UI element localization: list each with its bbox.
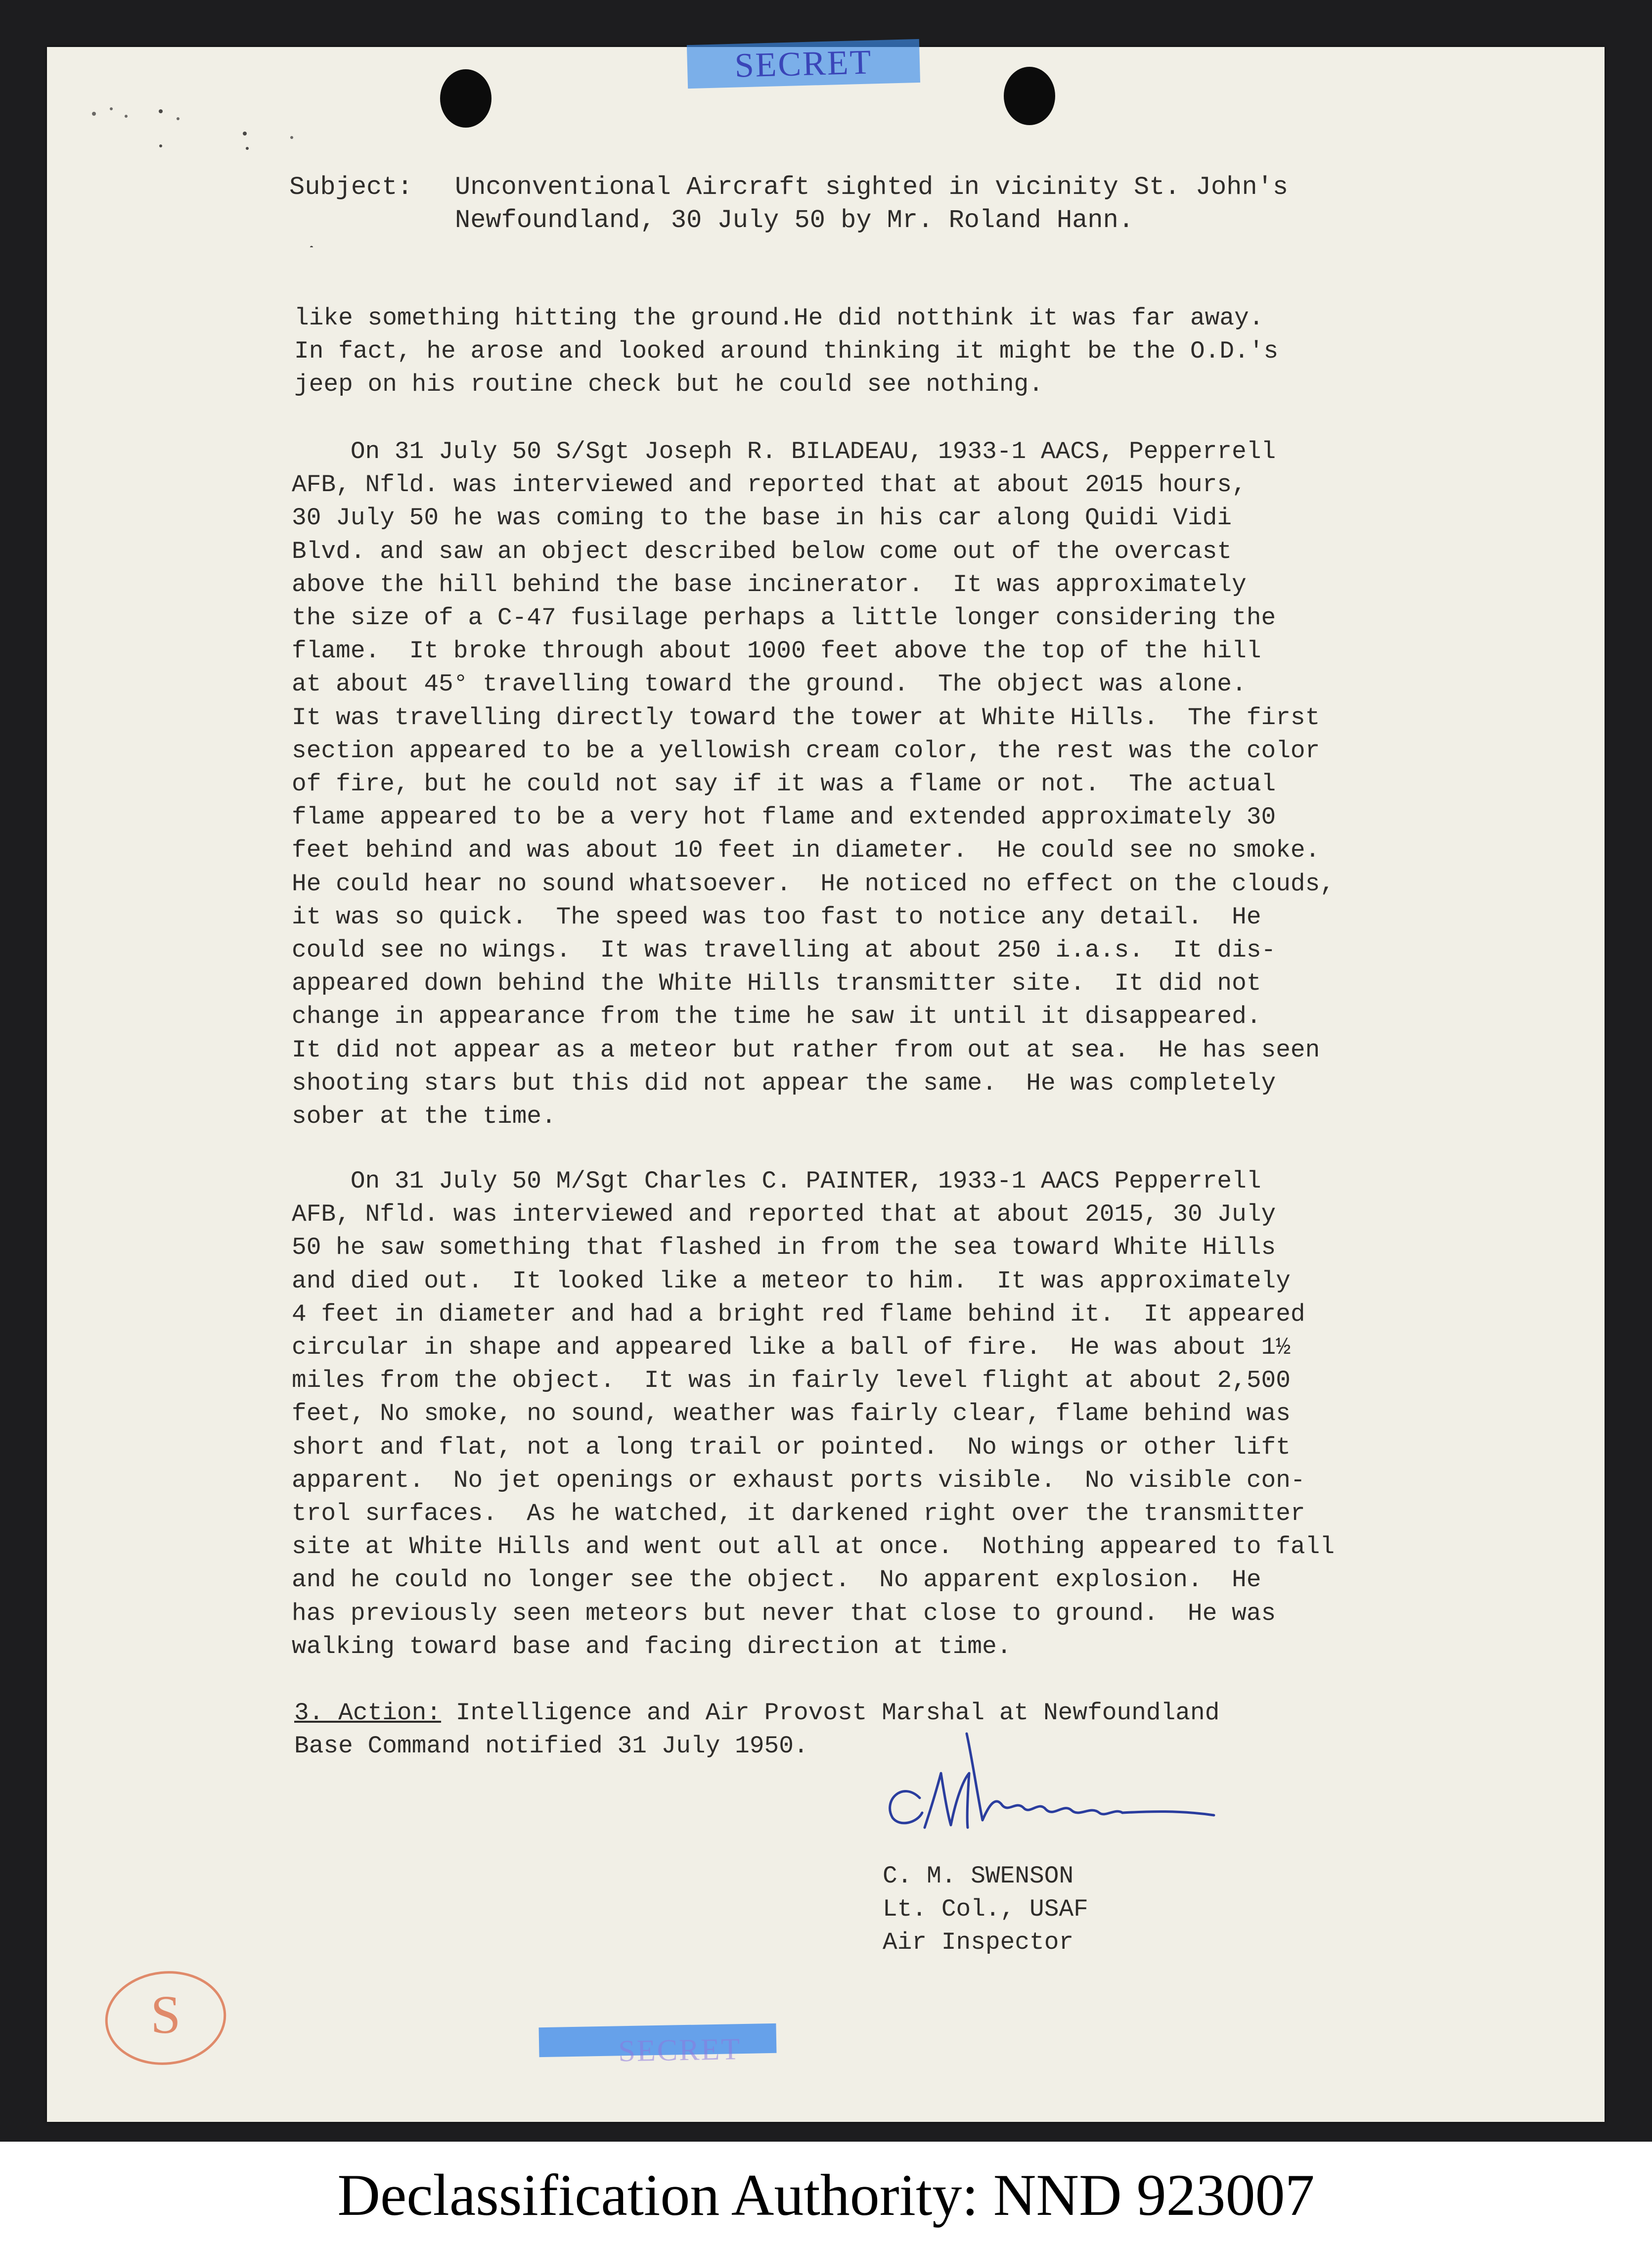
secret-stamp-bottom-text: SECRET (618, 2032, 742, 2068)
handwritten-signature (873, 1726, 1258, 1860)
signer-rank: Lt. Col., USAF (883, 1895, 1088, 1923)
pencil-circle-s-mark (96, 1964, 235, 2072)
paragraph-painter-report: On 31 July 50 M/Sgt Charles C. PAINTER, 1933-1 AACS Pepperrell AFB, Nfld. was interviewed and reported that at about 2015, 30 July 50 he saw something that flashed in from the sea toward White Hills and died out. It looked like a meteor to him. It was approximately 4 feet in diameter and had a bright red flame behind it. It appeared circular in shape and appeared like a ball of fire. He was about 1½ miles from the object. It was in fairly level flight at about 2,500 feet, No smoke, no sound, weather was fairly clear, flame behind was short and flat, not a long trail or pointed. No wings or other lift apparent. No jet openings or exhaust ports visible. No visible con- trol surfaces. As he watched, it darkened right over the transmitter site at White Hills and went out all at once. Nothing appeared to fall and he could no longer see the object. No apparent explosion. He has previously seen meteors but never that close to ground. He was walking toward base and facing direction at time. (292, 1167, 1335, 1660)
speck (310, 246, 313, 247)
action-label: 3. Action: (294, 1699, 442, 1727)
speck (243, 132, 247, 136)
subject-line-1: Unconventional Aircraft sighted in vicinity St. John's (455, 173, 1289, 202)
secret-stamp-top: SECRET (687, 39, 920, 89)
speck (159, 144, 162, 147)
signer-name: C. M. SWENSON (883, 1862, 1074, 1890)
punch-hole-right (1004, 67, 1055, 125)
signer-title: Air Inspector (883, 1928, 1074, 1956)
speck (177, 117, 179, 120)
speck (125, 115, 128, 118)
speck (159, 109, 163, 113)
declassification-footer: Declassification Authority: NND 923007 (0, 2142, 1652, 2248)
action-line-2: Base Command notified 31 July 1950. (294, 1732, 808, 1760)
punch-hole-left (440, 69, 491, 128)
action-line-1: Intelligence and Air Provost Marshal at Newfoundland (441, 1699, 1220, 1727)
paragraph-biladeau-report: On 31 July 50 S/Sgt Joseph R. BILADEAU, 1933-1 AACS, Pepperrell AFB, Nfld. was interviewed and reported that at about 2015 hours, 30 July 50 he was coming to the base in his car along Quidi Vidi Blvd. and saw an object described below come out of the overcast above the hill behind the base incinerator. It was approximately the size of a C-47 fusilage perhaps a little longer considering the flame. It broke through about 1000 feet above the top of the hill at about 45° travelling toward the ground. The object was alone. It was travelling directly toward the tower at White Hills. The first section appeared to be a yellowish cream color, the rest was the color of fire, but he could not say if it was a flame or not. The actual flame appeared to be a very hot flame and extended approximately 30 feet behind and was about 10 feet in diameter. He could see no smoke. He could hear no sound whatsoever. He noticed no effect on the clouds, it was so quick. The speed was too fast to notice any detail. He could see no wings. It was travelling at about 250 i.a.s. It dis- appeared down behind the White Hills transmitter site. It did not change in appearance from the time he saw it until it disappeared. It did not appear as a meteor but rather from out at sea. He has seen shooting stars but this did not appear the same. He was completely sober at the time. (292, 438, 1335, 1131)
signature-block (883, 1860, 1088, 1959)
subject-line-2: Newfoundland, 30 July 50 by Mr. Roland Hann. (455, 206, 1134, 235)
margin-mark-letter: S (150, 1984, 181, 2045)
secret-stamp-bottom (539, 2023, 777, 2068)
speck (246, 147, 249, 150)
subject-label: Subject: (289, 173, 413, 202)
speck (290, 136, 293, 139)
speck (92, 112, 96, 116)
paragraph-continuation: like something hitting the ground.He did notthink it was far away. In fact, he arose and looked around thinking it might be the O.D.'s jeep on his routine check but he could see nothing. (294, 304, 1279, 399)
speck (110, 107, 113, 110)
